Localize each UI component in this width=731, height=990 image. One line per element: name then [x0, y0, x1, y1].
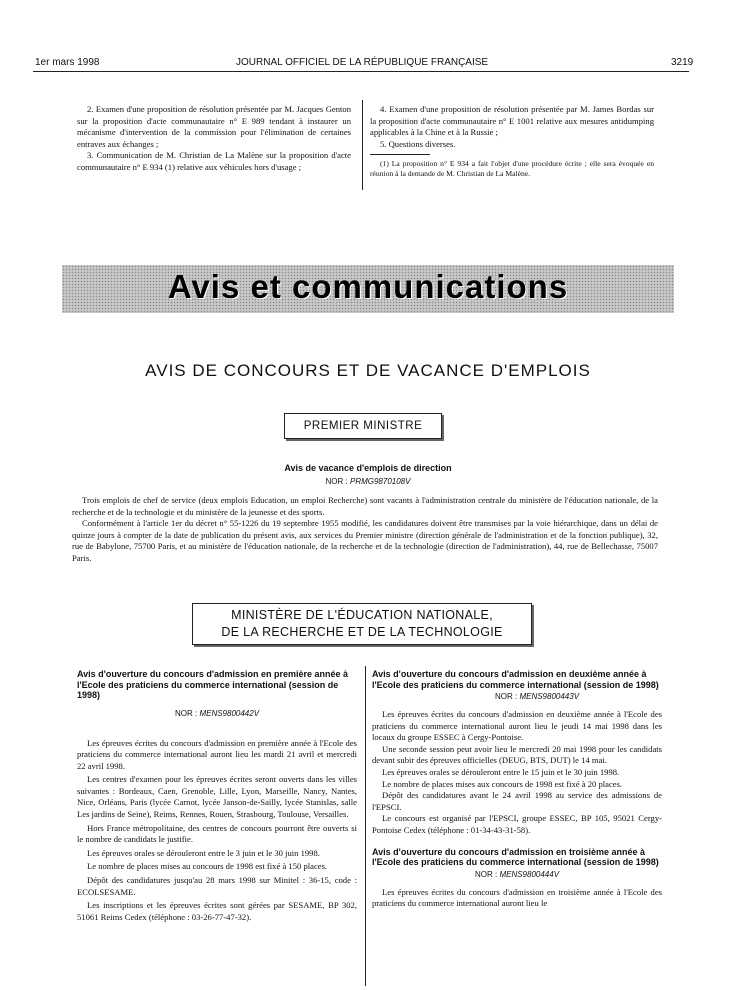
column-divider-top [362, 100, 363, 190]
concours-2-paragraph: Une seconde session peut avoir lieu le mercredi 20 mai 1998 pour les candidats devant subir des épreuves officielles (DEUG, BTS, DUT) le 14 mai. [372, 743, 662, 766]
concours-2-paragraph: Dépôt des candidatures avant le 24 avril 1998 au service des admissions de l'EPSCI. [372, 790, 662, 812]
top-right-column [370, 104, 654, 179]
section-title: AVIS DE CONCOURS ET DE VACANCE D'EMPLOIS [145, 361, 591, 380]
nor-code: PRMG9870108V [349, 477, 411, 486]
nor-label: NOR : [174, 708, 198, 718]
concours-1-paragraph: Le nombre de places mises au concours de 1998 est fixé à 150 places. [87, 861, 328, 872]
right-column [372, 669, 662, 910]
nor-code: MENS9800443V [519, 692, 580, 701]
concours-2-nor [412, 692, 662, 701]
concours-1-paragraph: Hors France métropolitaine, des centres de concours pourront être ouverts si le nombre de candidats le justifie. [77, 822, 357, 845]
vacance-nor [62, 477, 674, 486]
ministry-line-2: DE LA RECHERCHE ET DE LA TECHNOLOGIE [221, 625, 503, 639]
journal-title: JOURNAL OFFICIEL DE LA RÉPUBLIQUE FRANÇAISE [236, 57, 489, 68]
vacance-paragraph: Conformément à l'article 1er du décret n° 55-1226 du 19 septembre 1955 modifié, les candidatures doivent être transmises par la voie hiérarchique, dans un délai de quinze jours à compter de la date de publication du présent avis, aux services du Premier ministre (direction générale de l'administration et de la fonction publique), 32, rue de Babylone, 75700 Paris, et au ministère de l'éducation nationale, de la recherche et de la technologie (direction de l'administration), 44, rue de Bellechasse, 75007 Paris. [72, 518, 658, 563]
nor-code: MENS9800444V [499, 869, 560, 879]
footnote-rule [370, 154, 430, 155]
concours-1-paragraph: Les inscriptions et les épreuves écrites sont gérées par SESAME, BP 302, 51061 Reims Cedex (téléphone : 03-26-77-47-32). [77, 900, 357, 922]
vacance-title: Avis de vacance d'emplois de direction [284, 463, 452, 473]
ministry-box-premier-ministre: PREMIER MINISTRE [284, 413, 442, 439]
concours-2-paragraph: Les épreuves orales se dérouleront entre le 15 juin et le 30 juin 1998. [382, 766, 620, 777]
page-number: 3219 [671, 57, 694, 68]
nor-label: NOR : [474, 869, 498, 879]
nor-label: NOR : [325, 477, 348, 486]
concours-2-paragraph: Le concours est organisé par l'EPSCI, groupe ESSEC, BP 105, 95021 Cergy-Pontoise Cedex (téléphone : 01-34-43-31-58). [372, 813, 662, 835]
agenda-item-2: 2. Examen d'une proposition de résolution présentée par M. Jacques Genton sur la proposition d'acte communautaire n° E 989 tendant à instaurer un mécanisme d'intervention de la commission pour l'élimination de certaines entraves aux échanges ; [77, 104, 351, 149]
concours-1-nor [77, 709, 357, 718]
banner-title: Avis et communications [167, 268, 569, 305]
agenda-item-4: 4. Examen d'une proposition de résolution présentée par M. James Bordas sur la proposition d'acte communautaire n° E 1001 relative aux mesures antidumping applicables à la Chine et à la Russie ; [370, 104, 654, 138]
vacance-body [72, 495, 658, 565]
concours-3-nor [372, 870, 662, 879]
nor-code: MENS9800442V [199, 708, 260, 718]
column-divider-bottom [365, 666, 366, 986]
vacance-paragraph: Trois emplois de chef de service (deux emplois Education, un emploi Recherche) sont vacants à l'administration centrale du ministère de l'éducation nationale, de la recherche et de la technologie et du ministère de la jeunesse et des sports. [72, 495, 658, 517]
agenda-item-3: 3. Communication de M. Christian de La Malène sur la proposition d'acte communautaire n° E 934 (1) relative aux véhicules hors d'usage ; [77, 150, 351, 172]
concours-1-paragraph: Dépôt des candidatures jusqu'au 28 mars 1998 sur Minitel : 36-15, code : ECOLSESAME. [77, 875, 357, 897]
issue-date: 1er mars 1998 [35, 57, 100, 68]
ministry-box-education [192, 603, 532, 645]
agenda-item-5: 5. Questions diverses. [380, 138, 456, 149]
header-rule [33, 71, 689, 72]
concours-3-title: Avis d'ouverture du concours d'admission en troisième année à l'Ecole des praticiens du commerce international (session de 1998) [372, 846, 659, 868]
ministry-line-1: MINISTÈRE DE L'ÉDUCATION NATIONALE, [231, 608, 493, 622]
concours-3-paragraph: Les épreuves écrites du concours d'admission en troisième année à l'Ecole des praticiens du commerce international auront lieu le [372, 886, 662, 909]
top-left-column [77, 104, 351, 174]
concours-2-title: Avis d'ouverture du concours d'admission en deuxième année à l'Ecole des praticiens du commerce international (session de 1998) [372, 669, 659, 690]
concours-1-title: Avis d'ouverture du concours d'admission en première année à l'Ecole des praticiens du commerce international (session de 1998) [77, 669, 349, 700]
concours-1-paragraph: Les centres d'examen pour les épreuves écrites seront ouverts dans les villes suivantes : Bordeaux, Caen, Grenoble, Lille, Lyon, Marseille, Nancy, Nantes, Nice, Orléans, Paris (lycée Carnot, lycée Janson-de-Sailly, lycée Stanislas, salle Les jardins de Seine), Reims, Rennes, Rouen, Strasbourg, Toulouse, Versailles. [77, 774, 357, 820]
left-column [77, 669, 357, 923]
footnote: (1) La proposition n° E 934 a fait l'objet d'une procédure écrite ; elle sera évoquée en réunion à la demande de M. Christian de La Malène. [370, 159, 654, 179]
concours-1-paragraph: Les épreuves orales se dérouleront entre le 3 juin et le 30 juin 1998. [87, 847, 320, 858]
concours-2-paragraph: Le nombre de places mises aux concours de 1998 est fixé à 20 places. [382, 778, 623, 789]
concours-2-paragraph: Les épreuves écrites du concours d'admission en deuxième année à l'Ecole des praticiens du commerce international auront lieu le jeudi 14 mai 1998 dans les locaux du groupe ESSEC à Cergy-Pontoise. [372, 709, 662, 743]
concours-1-paragraph: Les épreuves écrites du concours d'admission en première année à l'Ecole des praticiens du commerce international auront lieu les mardi 21 avril et mercredi 22 avril 1998. [77, 737, 357, 771]
nor-label: NOR : [494, 692, 518, 701]
